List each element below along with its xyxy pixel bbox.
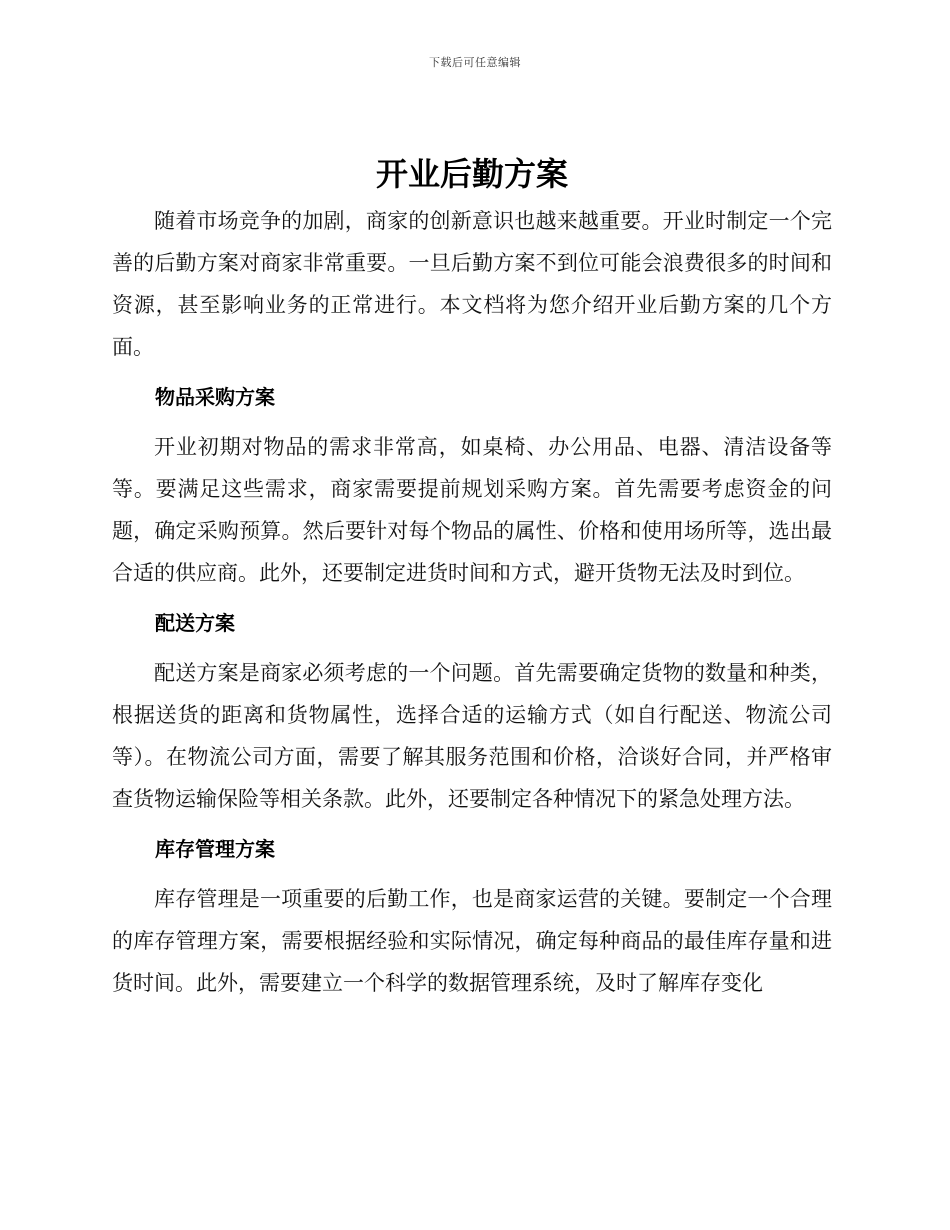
section-heading-delivery: 配送方案 <box>155 611 235 635</box>
section-body-procurement: 开业初期对物品的需求非常高，如桌椅、办公用品、电器、清洁设备等等。要满足这些需求，商家需要提前规划采购方案。首先需要考虑资金的问题，确定采购预算。然后要针对每个物品的属性、价格和使用场所等，选出最合适的供应商。此外，还要制定进货时间和方式，避开货物无法及时到位。 <box>112 435 832 585</box>
document-title: 开业后勤方案 <box>375 155 568 193</box>
section-body-inventory: 库存管理是一项重要的后勤工作，也是商家运营的关键。要制定一个合理的库存管理方案，需要根据经验和实际情况，确定每种商品的最佳库存量和进货时间。此外，需要建立一个科学的数据管理系统，及时了解库存变化 <box>112 887 832 995</box>
section-heading-procurement: 物品采购方案 <box>155 385 275 409</box>
document-body <box>112 152 832 1004</box>
page-header: 下载后可任意编辑 <box>429 56 521 69</box>
intro-paragraph: 随着市场竞争的加剧，商家的创新意识也越来越重要。开业时制定一个完善的后勤方案对商家非常重要。一旦后勤方案不到位可能会浪费很多的时间和资源，甚至影响业务的正常进行。本文档将为您介绍开业后勤方案的几个方面。 <box>112 209 832 359</box>
section-body-delivery: 配送方案是商家必须考虑的一个问题。首先需要确定货物的数量和种类，根据送货的距离和货物属性，选择合适的运输方式（如自行配送、物流公司等）。在物流公司方面，需要了解其服务范围和价格，洽谈好合同，并严格审查货物运输保险等相关条款。此外，还要制定各种情况下的紧急处理方法。 <box>112 661 832 811</box>
section-heading-inventory: 库存管理方案 <box>155 837 275 861</box>
